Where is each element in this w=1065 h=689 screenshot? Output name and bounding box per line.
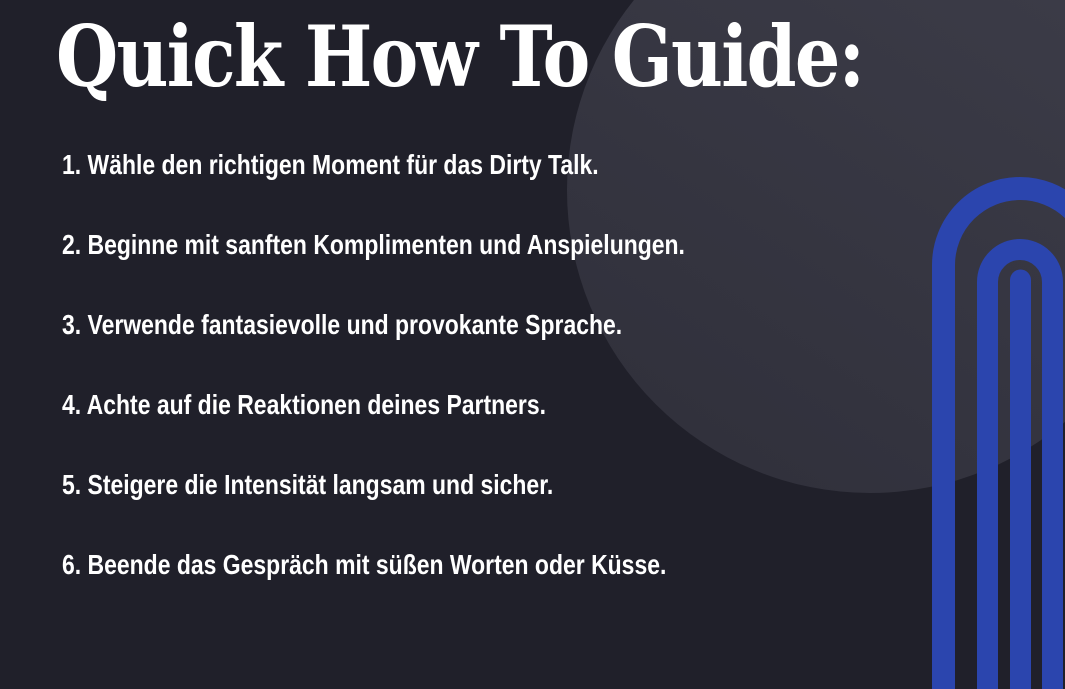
page-title: Quick How To Guide: xyxy=(56,7,864,106)
list-item-step-2: 2. Beginne mit sanften Komplimenten und Anspielungen. xyxy=(62,229,685,260)
list-item-step-6: 6. Beende das Gespräch mit süßen Worten oder Küsse. xyxy=(62,549,667,580)
steps-list xyxy=(62,151,822,631)
list-item-step-1: 1. Wähle den richtigen Moment für das Dirty Talk. xyxy=(62,149,599,180)
list-item-step-5: 5. Steigere die Intensität langsam und sicher. xyxy=(62,469,554,500)
list-item-step-3: 3. Verwende fantasievolle und provokante Sprache. xyxy=(62,309,623,340)
list-item-step-4: 4. Achte auf die Reaktionen deines Partners. xyxy=(62,389,547,420)
